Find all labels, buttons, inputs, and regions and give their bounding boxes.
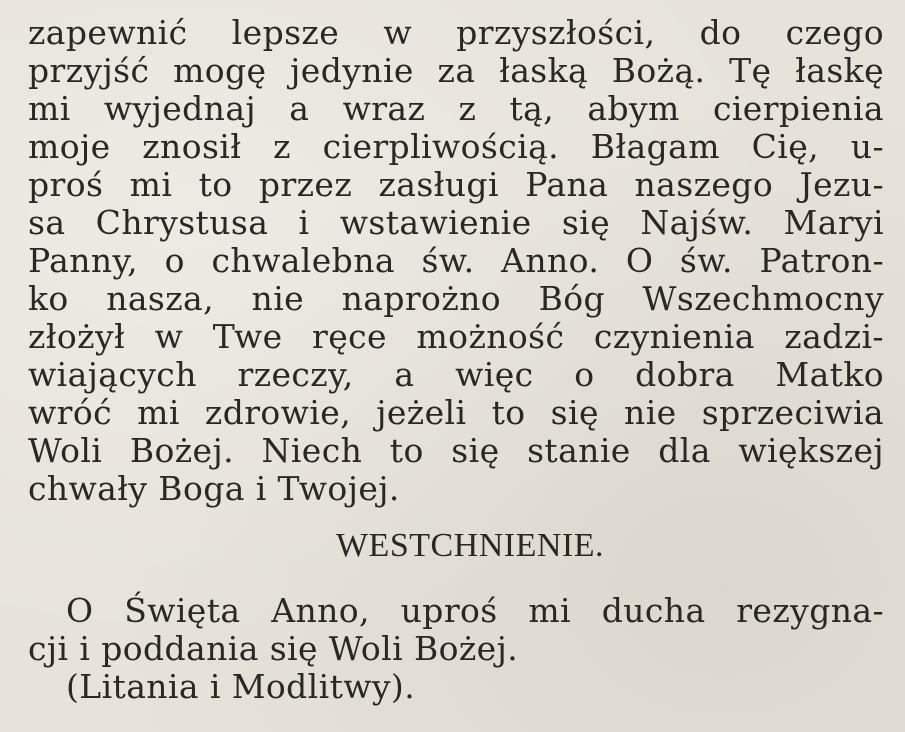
text-line: O Święta Anno, uproś mi ducha rezygna- — [66, 591, 884, 630]
text-line: sa Chrystusa i wstawienie się Najśw. Maryi — [28, 203, 884, 242]
prayer-paragraph — [28, 14, 884, 508]
text-line: Woli Bożej. Niech to się stanie dla większej — [28, 431, 884, 470]
closing-paragraph — [28, 592, 884, 706]
source-note: (Litania i Modlitwy). — [66, 667, 416, 706]
text-line: zapewnić lepsze w przyszłości, do czego — [28, 13, 884, 52]
text-line: wróć mi zdrowie, jeżeli to się nie sprzeciwia — [28, 393, 884, 432]
text-line: mi wyjednaj a wraz z tą, abym cierpienia — [28, 89, 884, 128]
text-line: proś mi to przez zasługi Pana naszego Jezu- — [28, 165, 884, 204]
section-heading: WESTCHNIENIE. — [335, 527, 605, 564]
text-line: Panny, o chwalebna św. Anno. O św. Patron- — [28, 241, 884, 280]
text-line: cji i poddania się Woli Bożej. — [28, 629, 519, 668]
text-line: przyjść mogę jedynie za łaską Bożą. Tę łaskę — [28, 51, 884, 90]
text-line: wiających rzeczy, a więc o dobra Matko — [28, 355, 884, 394]
text-line: złożył w Twe ręce możność czynienia zadzi- — [28, 317, 884, 356]
text-line: chwały Boga i Twojej. — [28, 469, 400, 508]
text-line: moje znosił z cierpliwością. Błagam Cię, u- — [28, 127, 884, 166]
text-line: ko nasza, nie naprożno Bóg Wszechmocny — [28, 279, 884, 318]
